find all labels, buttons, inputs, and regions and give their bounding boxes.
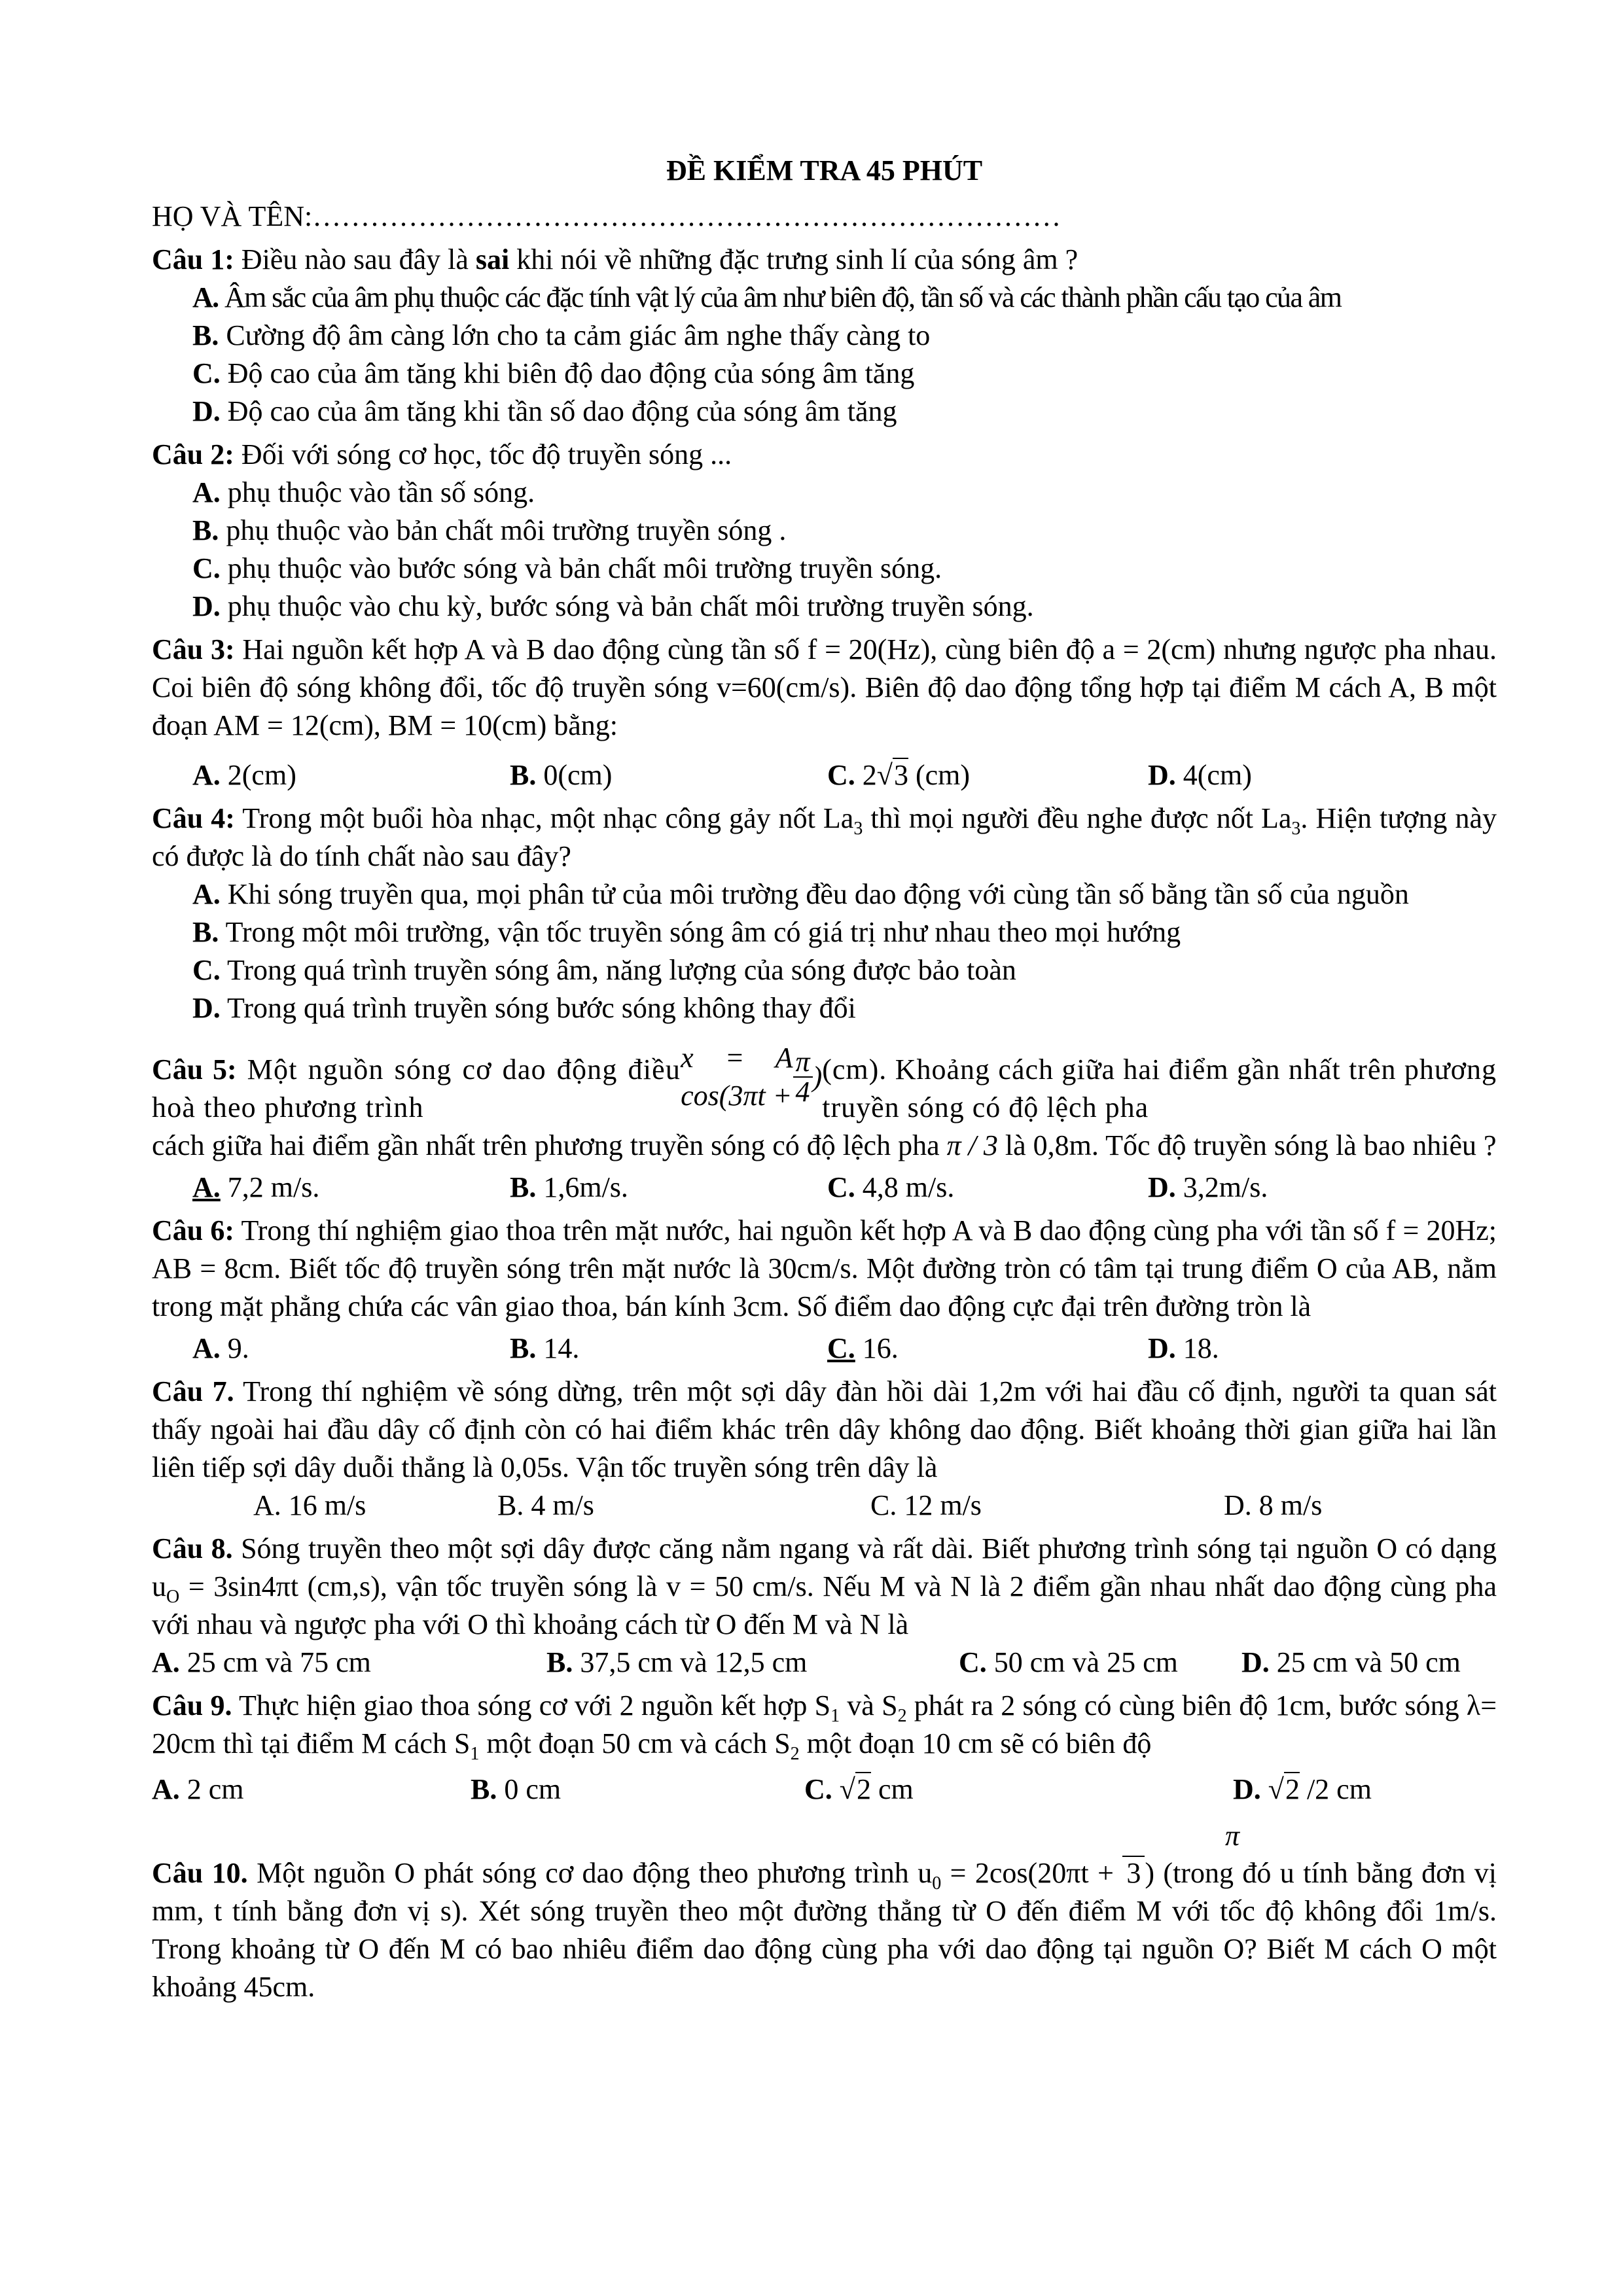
question-4: Câu 4: Trong một buổi hòa nhạc, một nhạc công gảy nốt $La_3$ thì mọi người đều nghe được nốt $La_3$. Hiện tượng này có được là do tính chất nào sau đây? [152,802,1497,872]
student-name-field: HỌ VÀ TÊN:…………………………………………………………………… [152,200,1061,232]
option-3a[interactable]: A. 2(cm) [192,759,296,791]
option-7a[interactable]: A. 16 m/s [253,1489,366,1521]
option-6b[interactable]: B. 14. [510,1332,580,1364]
option-5a[interactable]: A. 7,2 m/s. [192,1171,320,1203]
sqrt-expression: √2 [839,1773,871,1805]
option-3c[interactable]: C. 2√3 (cm) [827,759,970,791]
option-2b[interactable]: B. phụ thuộc vào bản chất môi trường truyền sóng . [192,514,787,546]
sqrt-expression: 2√3 [862,759,908,791]
option-1c[interactable]: C. Độ cao của âm tăng khi biên độ dao động của sóng âm tăng [192,357,915,389]
question-1: Câu 1: Điều nào sau đây là sai khi nói về những đặc trưng sinh lí của sóng âm ? [152,243,1079,275]
question-label: Câu 5: [152,1053,237,1086]
option-3d[interactable]: D. 4(cm) [1148,759,1252,791]
option-4a[interactable]: A. Khi sóng truyền qua, mọi phân tử của môi trường đều dao động với cùng tần số bằng tần số của nguồn [192,878,1409,910]
options-row-5 [152,1169,1497,1207]
option-7b[interactable]: B. 4 m/s [497,1489,594,1521]
options-row-6 [152,1330,1497,1368]
question-label: Câu 6: [152,1214,235,1246]
options-row-7 [152,1487,1497,1525]
sqrt-expression: √2 [1268,1773,1300,1805]
exam-page [152,137,1497,2006]
option-5c[interactable]: C. 4,8 m/s. [827,1171,955,1203]
question-label: Câu 8. [152,1532,233,1564]
option-6c[interactable]: C. 16. [827,1332,899,1364]
phase-value: π / 3 [946,1129,998,1161]
question-label: Câu 1: [152,243,234,275]
option-4d[interactable]: D. Trong quá trình truyền sóng bước sóng không thay đổi [192,992,856,1024]
option-5d[interactable]: D. 3,2m/s. [1148,1171,1268,1203]
option-2d[interactable]: D. phụ thuộc vào chu kỳ, bước sóng và bản chất môi trường truyền sóng. [192,590,1034,622]
option-8d[interactable]: D. 25 cm và 50 cm [1241,1646,1461,1678]
option-8b[interactable]: B. 37,5 cm và 12,5 cm [546,1646,808,1678]
option-2a[interactable]: A. phụ thuộc vào tần số sóng. [192,476,535,508]
option-9d[interactable]: D. √2 /2 cm [1233,1773,1372,1805]
options-row-9 [152,1771,1497,1809]
option-7c[interactable]: C. 12 m/s [870,1489,982,1521]
question-label: Câu 2: [152,438,234,470]
option-4c[interactable]: C. Trong quá trình truyền sóng âm, năng lượng của sóng được bảo toàn [192,954,1016,986]
exam-title: ĐỀ KIỂM TRA 45 PHÚT [666,154,983,186]
options-row-8 [152,1644,1497,1682]
question-3: Câu 3: Hai nguồn kết hợp A và B dao động cùng tần số f = 20(Hz), cùng biên độ a = 2(cm) nhưng ngược pha nhau. Coi biên độ sóng không đổi, tốc độ truyền sóng v=60(cm/s). Biên độ dao động tổng hợp tại điểm M cách A, B một đoạn AM = 12(cm), BM = 10(cm) bằng: [152,633,1497,741]
question-8: Câu 8. Sóng truyền theo một sợi dây được căng nằm ngang và rất dài. Biết phương trình sóng tại nguồn O có dạng $u_O = 3\sin 4\pi t$ (cm,s), vận tốc truyền sóng là v = 50 cm/s. Nếu M và N là 2 điểm gần nhau nhất dao động cùng pha với nhau và ngược pha với O thì khoảng cách từ O đến M và N là [152,1532,1497,1640]
option-7d[interactable]: D. 8 m/s [1224,1489,1323,1521]
question-label: Câu 9. [152,1689,232,1722]
question-5: Câu 5: Một nguồn sóng cơ dao động điều hoà theo phương trình x = A cos(3πt + $\frac{\pi}{4}$ ) (cm). Khoảng cách giữa hai điểm gần nhất trên phương truyền sóng có độ lệch pha [152,1051,1497,1127]
option-3b[interactable]: B. 0(cm) [510,759,613,791]
question-label: Câu 10. [152,1857,248,1889]
question-7: Câu 7. Trong thí nghiệm về sóng dừng, trên một sợi dây đàn hồi dài 1,2m với hai đầu cố định, người ta quan sát thấy ngoài hai đầu dây cố định còn có hai điểm khác trên dây không dao động. Biết khoảng thời gian giữa hai lần liên tiếp sợi dây duỗi thẳng là 0,05s. Vận tốc truyền sóng trên dây là [152,1375,1497,1483]
option-8c[interactable]: C. 50 cm và 25 cm [959,1646,1178,1678]
option-4b[interactable]: B. Trong một môi trường, vận tốc truyền sóng âm có giá trị như nhau theo mọi hướng [192,916,1181,948]
option-2c[interactable]: C. phụ thuộc vào bước sóng và bản chất môi trường truyền sóng. [192,552,942,584]
option-1b[interactable]: B. Cường độ âm càng lớn cho ta cảm giác âm nghe thấy càng to [192,319,931,351]
option-5b[interactable]: B. 1,6m/s. [510,1171,628,1203]
options-row-3 [152,756,1497,794]
option-8a[interactable]: A. 25 cm và 75 cm [152,1646,371,1678]
question-9: Câu 9. Thực hiện giao thoa sóng cơ với 2 nguồn kết hợp $S_1$ và $S_2$ phát ra 2 sóng có cùng biên độ 1cm, bước sóng λ= 20cm thì tại điểm M cách $S_1$ một đoạn 50 cm và cách $S_2$ một đoạn 10 cm sẽ có biên độ [152,1689,1497,1764]
option-6d[interactable]: D. 18. [1148,1332,1219,1364]
question-6: Câu 6: Trong thí nghiệm giao thoa trên mặt nước, hai nguồn kết hợp A và B dao động cùng pha với tần số f = 20Hz; AB = 8cm. Biết tốc độ truyền sóng trên mặt nước là 30cm/s. Một đường tròn có tâm tại trung điểm O của AB, nằm trong mặt phẳng chứa các vân giao thoa, bán kính 3cm. Số điểm dao động cực đại trên đường tròn là [152,1214,1497,1322]
emphasis-word: sai [475,243,510,275]
question-label: Câu 3: [152,633,235,665]
option-9c[interactable]: C. √2 cm [804,1773,914,1805]
question-label: Câu 7. [152,1375,234,1407]
option-1a[interactable]: A. Âm sắc của âm phụ thuộc các đặc tính vật lý của âm như biên độ, tần số và các thành phần cấu tạo của âm [192,281,1342,313]
question-2: Câu 2: Đối với sóng cơ học, tốc độ truyền sóng ... [152,438,732,470]
option-6a[interactable]: A. 9. [192,1332,249,1364]
question-5-continued: cách giữa hai điểm gần nhất trên phương truyền sóng có độ lệch pha π / 3 là 0,8m. Tốc độ truyền sóng là bao nhiêu ? [152,1129,1497,1161]
question-label: Câu 4: [152,802,235,834]
option-1d[interactable]: D. Độ cao của âm tăng khi tần số dao động của sóng âm tăng [192,395,897,427]
wave-equation: x = A cos(3πt + $\frac{\pi}{4}$ ) [681,1042,823,1112]
question-10: Câu 10. Một nguồn O phát sóng cơ dao động theo phương trình $u_0 = 2\cos(20\pi t + 3$ ) (trong đó u tính bằng đơn vị mm, t tính bằng đơn vị s). Xét sóng truyền theo một đường thẳng từ O đến điểm M với tốc độ không đổi 1m/s. Trong khoảng từ O đến M có bao nhiêu điểm dao động cùng pha với dao động tại nguồn O? Biết M cách O một khoảng 45cm. [152,1857,1497,2003]
option-9a[interactable]: A. 2 cm [152,1773,244,1805]
fraction-numerator-pi: π [1225,1820,1240,1852]
fraction-denominator: 3 [1122,1856,1145,1889]
option-9b[interactable]: B. 0 cm [471,1773,562,1805]
